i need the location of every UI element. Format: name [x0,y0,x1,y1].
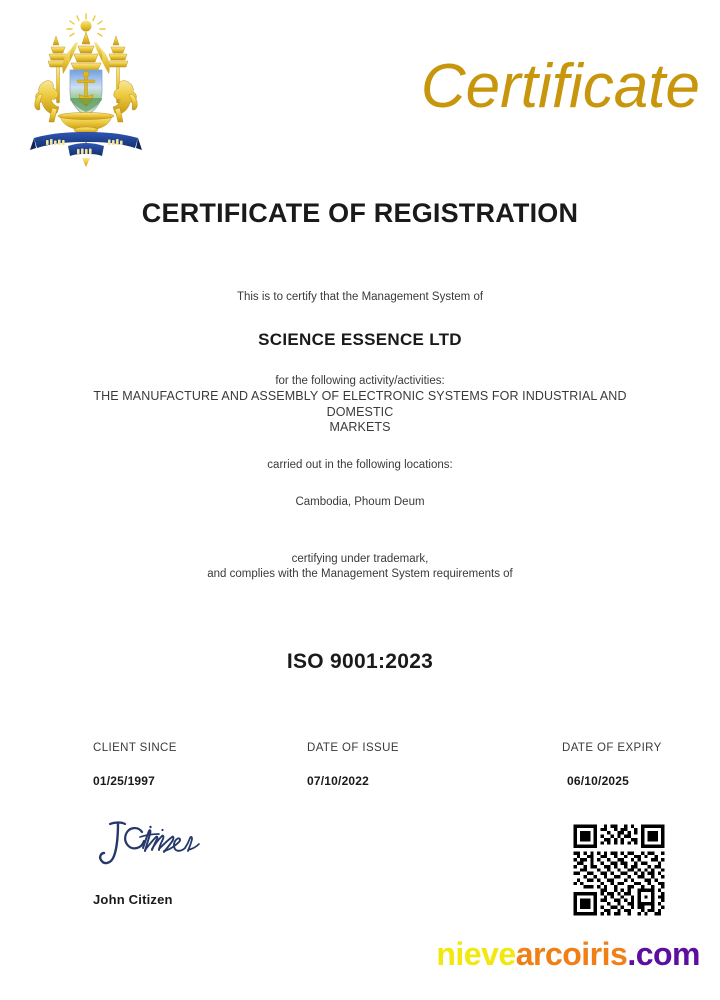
certify-intro-text: This is to certify that the Management System of [236,291,484,303]
standard-name: ISO 9001:2023 [286,650,434,673]
locations-intro-text: carried out in the following locations: [267,458,453,471]
date-of-issue-value: 07/10/2022 [307,774,370,788]
signature-mark [96,818,206,874]
spacer [0,436,720,458]
date-column-client-since [93,742,177,788]
activity-line-3: MARKETS [329,420,391,434]
spacer [0,473,720,495]
client-since-label: CLIENT SINCE [93,742,177,754]
date-of-expiry-label: DATE OF EXPIRY [562,742,662,754]
watermark-part-3: .com [627,936,700,972]
watermark-part-2: arcoiris [515,936,628,972]
verification-qr-code[interactable] [570,821,668,919]
date-of-issue-label: DATE OF ISSUE [307,742,399,754]
location-value: Cambodia, Phoum Deum [295,495,425,508]
watermark-part-1: nieve [436,936,516,972]
site-watermark [0,938,700,970]
dates-row [0,742,720,802]
organization-name: SCIENCE ESSENCE LTD [258,330,462,349]
signer-name: John Citizen [93,892,173,907]
activity-intro-text: for the following activity/activities: [275,375,445,387]
date-column-date-of-issue [307,742,399,788]
spacer [0,350,720,374]
certificate-header-word: Certificate [420,52,700,121]
spacer [0,510,720,552]
compliance-text: and complies with the Management System requirements of [207,567,513,580]
page-title: CERTIFICATE OF REGISTRATION [141,198,579,228]
client-since-value: 01/25/1997 [93,774,156,788]
trademark-text: certifying under trademark, [291,552,429,565]
activity-line-2: DOMESTIC [326,404,394,419]
certificate-body [0,290,720,582]
date-column-date-of-expiry [562,742,662,788]
date-of-expiry-value: 06/10/2025 [567,774,630,788]
activity-line-1: THE MANUFACTURE AND ASSEMBLY OF ELECTRONIC SYSTEMS FOR INDUSTRIAL AND [93,389,627,403]
